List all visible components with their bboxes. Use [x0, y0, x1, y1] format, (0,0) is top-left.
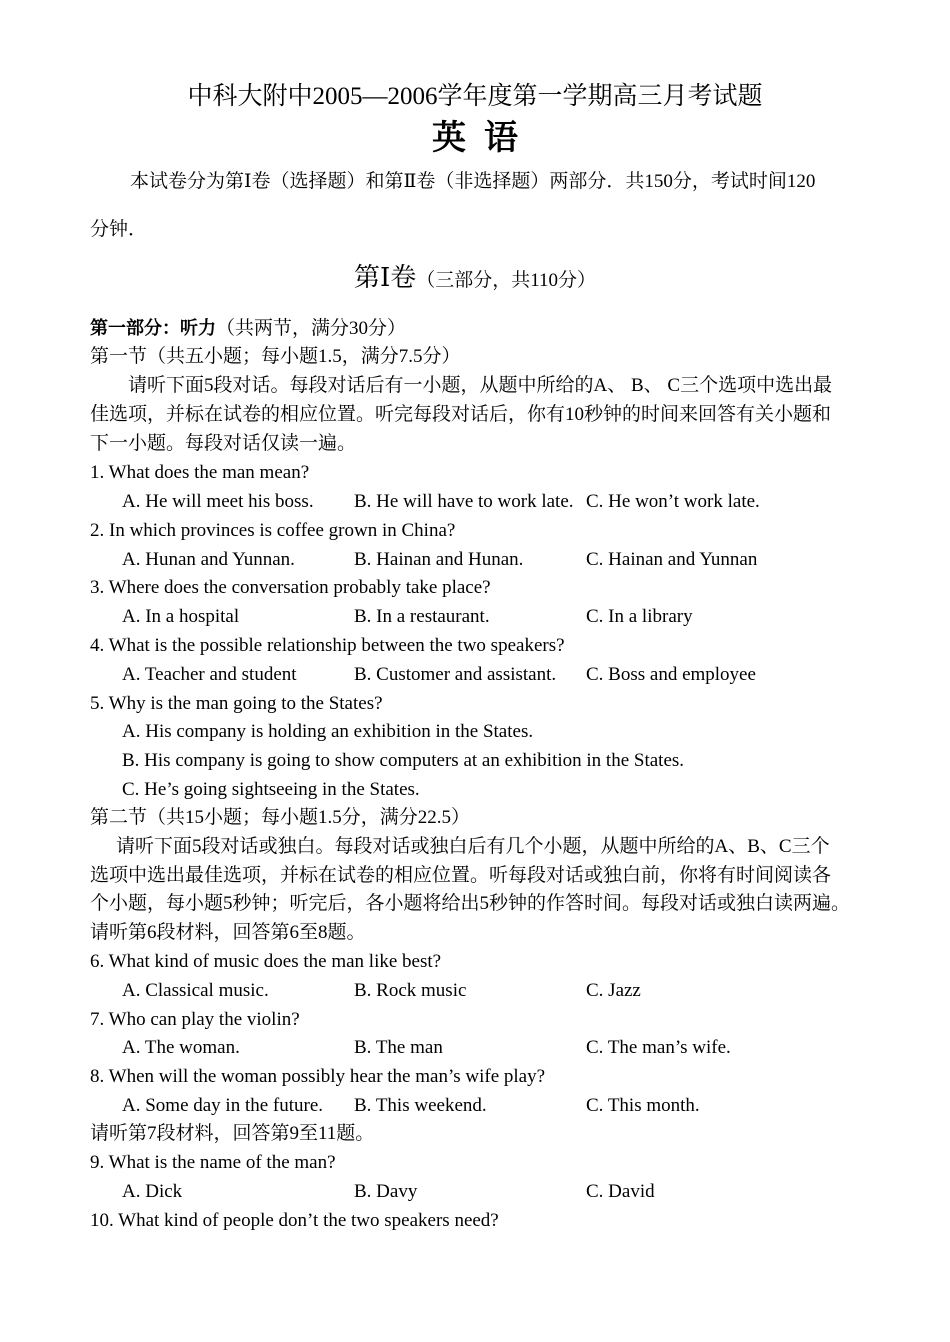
q2-option-c: C. Hainan and Yunnan	[586, 549, 758, 570]
volume-heading	[0, 257, 950, 294]
q9-option-a: A. Dick	[122, 1181, 183, 1202]
material-7-note: 请听第7段材料，回答第9至11题。	[90, 1123, 375, 1144]
q6-option-a: A. Classical music.	[122, 980, 269, 1001]
question-6: 6. What kind of music does the man like best?	[90, 951, 442, 972]
q9-option-b: B. Davy	[354, 1181, 418, 1202]
subject-title: 英语	[432, 120, 536, 157]
intro-line-1: 本试卷分为第Ⅰ卷（选择题）和第Ⅱ卷（非选择题）两部分．共150分，考试时间120	[130, 171, 816, 192]
q4-option-c: C. Boss and employee	[586, 664, 756, 685]
part1-heading-rest: （共两节，满分30分）	[216, 318, 407, 339]
q9-option-c: C. David	[586, 1181, 655, 1202]
material-6-note: 请听第6段材料，回答第6至8题。	[90, 922, 366, 943]
q3-option-c: C. In a library	[586, 606, 693, 627]
q2-option-b: B. Hainan and Hunan.	[354, 549, 524, 570]
question-8: 8. When will the woman possibly hear the man’s wife play?	[90, 1066, 546, 1087]
question-5: 5. Why is the man going to the States?	[90, 693, 383, 714]
q3-option-a: A. In a hospital	[122, 606, 240, 627]
section1-instr-1: 请听下面5段对话。每段对话后有一小题，从题中所给的A、 B、 C三个选项中选出最	[128, 375, 833, 396]
q6-option-b: B. Rock music	[354, 980, 467, 1001]
q2-option-a: A. Hunan and Yunnan.	[122, 549, 295, 570]
question-9: 9. What is the name of the man?	[90, 1152, 336, 1173]
q5-option-b: B. His company is going to show computers at an exhibition in the States.	[122, 750, 685, 771]
part1-heading-bold: 第一部分：听力	[90, 318, 216, 339]
section2-title: 第二节（共15小题；每小题1.5分，满分22.5）	[90, 807, 471, 828]
part1-heading	[90, 317, 406, 341]
q7-option-b: B. The man	[354, 1037, 443, 1058]
intro-line-2: 分钟．	[90, 219, 148, 240]
q3-option-b: B. In a restaurant.	[354, 606, 490, 627]
section1-title: 第一节（共五小题；每小题1.5，满分7.5分）	[90, 346, 461, 367]
section2-instr-2: 选项中选出最佳选项，并标在试卷的相应位置。听每段对话或独白前，你将有时间阅读各	[90, 865, 832, 886]
q8-option-b: B. This weekend.	[354, 1095, 487, 1116]
question-7: 7. Who can play the violin?	[90, 1009, 300, 1030]
question-4: 4. What is the possible relationship between the two speakers?	[90, 635, 565, 656]
q7-option-a: A. The woman.	[122, 1037, 240, 1058]
exam-title: 中科大附中2005—2006学年度第一学期高三月考试题	[187, 83, 763, 110]
question-2: 2. In which provinces is coffee grown in China?	[90, 520, 456, 541]
q5-option-c: C. He’s going sightseeing in the States.	[122, 779, 420, 800]
section2-instr-3: 个小题，每小题5秒钟；听完后，各小题将给出5秒钟的作答时间。每段对话或独白读两遍。	[90, 893, 851, 914]
q6-option-c: C. Jazz	[586, 980, 641, 1001]
section1-instr-2: 佳选项，并标在试卷的相应位置。听完每段对话后，你有10秒钟的时间来回答有关小题和	[90, 404, 832, 425]
question-1: 1. What does the man mean?	[90, 462, 310, 483]
q5-option-a: A. His company is holding an exhibition in the States.	[122, 721, 534, 742]
q1-option-a: A. He will meet his boss.	[122, 491, 314, 512]
volume-title: 第Ⅰ卷	[353, 263, 417, 292]
question-10: 10. What kind of people don’t the two speakers need?	[90, 1210, 499, 1231]
section1-instr-3: 下一小题。每段对话仅读一遍。	[90, 433, 357, 454]
q1-option-c: C. He won’t work late.	[586, 491, 760, 512]
volume-note: （三部分，共110分）	[416, 270, 597, 291]
section2-instr-1: 请听下面5段对话或独白。每段对话或独白后有几个小题，从题中所给的A、B、C三个	[116, 836, 830, 857]
q1-option-b: B. He will have to work late.	[354, 491, 574, 512]
q7-option-c: C. The man’s wife.	[586, 1037, 731, 1058]
question-3: 3. Where does the conversation probably take place?	[90, 577, 491, 598]
q4-option-a: A. Teacher and student	[122, 664, 297, 685]
q8-option-c: C. This month.	[586, 1095, 700, 1116]
q4-option-b: B. Customer and assistant.	[354, 664, 557, 685]
q8-option-a: A. Some day in the future.	[122, 1095, 324, 1116]
